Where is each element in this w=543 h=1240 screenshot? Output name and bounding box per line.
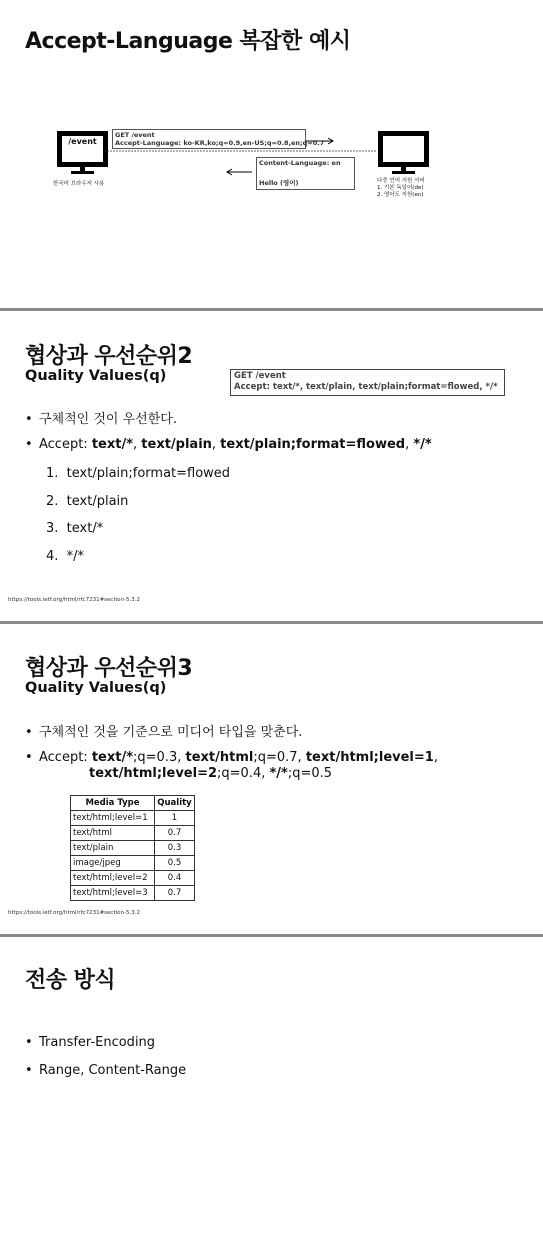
slide-subtitle: Quality Values(q) xyxy=(25,368,167,384)
table-row: text/html;level=3 0.7 xyxy=(71,886,195,901)
bullet-item: • 구체적인 것을 기준으로 미디어 타입을 맞춘다. xyxy=(25,725,303,740)
slide-title: 전송 방식 xyxy=(25,968,116,993)
reference-link[interactable]: https://tools.ietf.org/html/rfc7231#section-5.3.2 xyxy=(8,597,140,603)
ordered-list-item: 3. text/* xyxy=(46,521,104,536)
table-row: text/html;level=1 1 xyxy=(71,811,195,826)
slide-title: Accept-Language 복잡한 예시 xyxy=(25,29,351,54)
table-row: text/html;level=2 0.4 xyxy=(71,871,195,886)
bullet-dot-icon: • xyxy=(25,1063,33,1078)
connection-line xyxy=(107,148,379,154)
request-box xyxy=(112,129,325,149)
bullet-item: • Transfer-Encoding xyxy=(25,1035,156,1050)
request-line: GET /event xyxy=(115,131,155,139)
column-header: Media Type xyxy=(71,796,155,811)
response-body: Hello (영어) xyxy=(259,179,299,187)
bullet-item: • Range, Content-Range xyxy=(25,1063,187,1078)
client-path-label: /event xyxy=(68,137,97,146)
table-header-row xyxy=(71,796,195,811)
column-header: Quality xyxy=(155,796,195,811)
reference-link[interactable]: https://tools.ietf.org/html/rfc7231#section-5.3.2 xyxy=(8,910,140,916)
request-example-box: GET /event Accept: text/*, text/plain, text/plain;format=flowed, */* xyxy=(230,369,505,396)
bullet-dot-icon: • xyxy=(25,1035,33,1050)
bullet-dot-icon: • xyxy=(25,725,33,740)
slide-title: 협상과 우선순위2 xyxy=(25,344,193,369)
ordered-list-item: 1. text/plain;format=flowed xyxy=(46,466,231,481)
bullet-item: • 구체적인 것이 우선한다. xyxy=(25,412,177,427)
bullet-item: • Accept: text/*;q=0.3, text/html;q=0.7, text/html;level=1, xyxy=(25,750,438,765)
request-arrow-icon xyxy=(306,137,336,145)
bullet-dot-icon: • xyxy=(25,412,33,427)
ordered-list-item: 2. text/plain xyxy=(46,494,129,509)
quality-table xyxy=(70,795,195,901)
table-row: image/jpeg 0.5 xyxy=(71,856,195,871)
ordered-list-item: 4. */* xyxy=(46,549,85,564)
response-box xyxy=(256,157,355,190)
slide-transfer-methods xyxy=(0,937,543,1240)
client-caption: 한국어 브라우저 사용 xyxy=(53,181,105,187)
slide-subtitle: Quality Values(q) xyxy=(25,680,167,696)
server-caption: 다중 언어 지원 서버 1. 기본 독일어(de) 2. 영어도 지원(en) xyxy=(377,178,425,198)
bullet-dot-icon: • xyxy=(25,437,33,452)
bullet-item: • Accept: text/*, text/plain, text/plain;format=flowed, */* xyxy=(25,437,432,452)
response-arrow-icon xyxy=(226,168,254,176)
bullet-dot-icon: • xyxy=(25,750,33,765)
table-row: text/plain 0.3 xyxy=(71,841,195,856)
table-row: text/html 0.7 xyxy=(71,826,195,841)
request-header: Accept-Language: ko-KR,ko;q=0.9,en-US;q=0.8,en;q=0.7 xyxy=(115,139,325,147)
response-header: Content-Language: en xyxy=(259,159,341,167)
slide-accept-language-example xyxy=(0,0,543,308)
slide-title: 협상과 우선순위3 xyxy=(25,656,193,681)
bullet-item-continuation: text/html;level=2;q=0.4, */*;q=0.5 xyxy=(89,766,333,781)
